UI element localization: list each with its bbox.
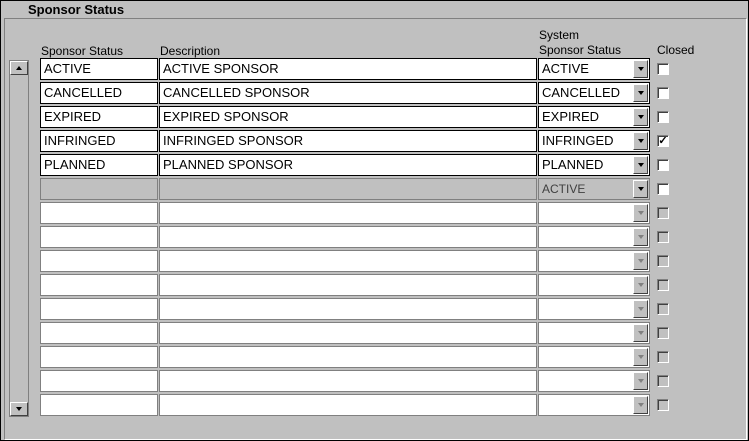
table-row: [1, 394, 749, 416]
system-status-select[interactable]: [538, 298, 650, 320]
table-row: [1, 154, 749, 176]
closed-checkbox[interactable]: [657, 351, 669, 363]
description-field[interactable]: [159, 346, 537, 368]
dropdown-button[interactable]: [633, 372, 648, 390]
sponsor-status-field[interactable]: [40, 298, 158, 320]
table-row: [1, 322, 749, 344]
closed-checkbox[interactable]: [657, 255, 669, 267]
system-status-select[interactable]: [538, 202, 650, 224]
chevron-down-icon: [638, 355, 644, 359]
table-row: [1, 370, 749, 392]
chevron-down-icon: [638, 139, 644, 143]
description-field[interactable]: CANCELLED SPONSOR: [159, 82, 537, 104]
system-status-select[interactable]: [538, 82, 650, 104]
description-field[interactable]: [159, 274, 537, 296]
closed-checkbox[interactable]: ✓: [658, 135, 668, 147]
system-status-select[interactable]: [538, 274, 650, 296]
system-status-select[interactable]: [538, 154, 650, 176]
table-row: [1, 130, 749, 152]
header-description: Description: [160, 44, 221, 58]
section-title: Sponsor Status: [28, 2, 125, 17]
chevron-down-icon: [638, 259, 644, 263]
system-status-select[interactable]: [538, 394, 650, 416]
dropdown-button[interactable]: [633, 132, 648, 150]
chevron-down-icon: [638, 235, 644, 239]
system-status-select[interactable]: [538, 130, 650, 152]
chevron-down-icon: [638, 115, 644, 119]
chevron-down-icon: [638, 163, 644, 167]
chevron-down-icon: [638, 91, 644, 95]
chevron-down-icon: [638, 403, 644, 407]
sponsor-status-field[interactable]: [40, 370, 158, 392]
description-field[interactable]: [159, 226, 537, 248]
sponsor-status-field[interactable]: CANCELLED: [40, 82, 158, 104]
sponsor-status-field[interactable]: [40, 274, 158, 296]
table-row: [1, 274, 749, 296]
table-row: [1, 226, 749, 248]
dropdown-button[interactable]: [633, 276, 648, 294]
description-field[interactable]: INFRINGED SPONSOR: [159, 130, 537, 152]
description-field[interactable]: [159, 370, 537, 392]
dropdown-button[interactable]: [633, 204, 648, 222]
dropdown-button[interactable]: [633, 156, 648, 174]
closed-checkbox[interactable]: [657, 159, 669, 171]
system-status-select[interactable]: [538, 58, 650, 80]
table-row: [1, 178, 749, 200]
dropdown-button[interactable]: [633, 60, 648, 78]
table-row: [1, 250, 749, 272]
sponsor-status-field[interactable]: [40, 322, 158, 344]
header-closed: Closed: [657, 43, 695, 57]
description-field[interactable]: [159, 394, 537, 416]
sponsor-status-field[interactable]: INFRINGED: [40, 130, 158, 152]
dropdown-button[interactable]: [633, 108, 648, 126]
system-status-value: EXPIRED: [542, 109, 600, 124]
closed-checkbox[interactable]: [657, 327, 669, 339]
system-status-value: PLANNED: [542, 157, 604, 172]
dropdown-button[interactable]: [633, 396, 648, 414]
sponsor-status-field[interactable]: [40, 394, 158, 416]
dropdown-button[interactable]: [633, 228, 648, 246]
dropdown-button[interactable]: [633, 180, 648, 198]
header-system-line1: System: [539, 28, 580, 42]
chevron-down-icon: [638, 211, 644, 215]
system-status-select[interactable]: [538, 226, 650, 248]
system-status-select[interactable]: [538, 250, 650, 272]
dropdown-button[interactable]: [633, 252, 648, 270]
closed-checkbox[interactable]: [657, 63, 669, 75]
system-status-select[interactable]: [538, 346, 650, 368]
dropdown-button[interactable]: [633, 84, 648, 102]
table-row: [1, 82, 749, 104]
description-field[interactable]: [159, 202, 537, 224]
system-status-select[interactable]: [538, 106, 650, 128]
description-field[interactable]: [159, 178, 537, 200]
closed-checkbox[interactable]: [657, 183, 669, 195]
description-field[interactable]: PLANNED SPONSOR: [159, 154, 537, 176]
closed-checkbox[interactable]: [657, 111, 669, 123]
closed-checkbox[interactable]: [657, 87, 669, 99]
system-status-select[interactable]: [538, 322, 650, 344]
header-system-line2: Sponsor Status: [539, 43, 622, 57]
sponsor-status-field[interactable]: ACTIVE: [40, 58, 158, 80]
table-row: [1, 58, 749, 80]
table-row: [1, 298, 749, 320]
chevron-down-icon: [638, 331, 644, 335]
chevron-down-icon: [638, 307, 644, 311]
closed-checkbox[interactable]: [657, 303, 669, 315]
chevron-down-icon: [638, 187, 644, 191]
system-status-value: INFRINGED: [542, 133, 614, 148]
description-field[interactable]: EXPIRED SPONSOR: [159, 106, 537, 128]
closed-checkbox[interactable]: [657, 375, 669, 387]
sponsor-status-field[interactable]: [40, 178, 158, 200]
closed-checkbox[interactable]: [657, 207, 669, 219]
chevron-down-icon: [638, 379, 644, 383]
sponsor-status-field[interactable]: [40, 202, 158, 224]
header-sponsor-status: Sponsor Status: [41, 44, 124, 58]
table-row: [1, 202, 749, 224]
system-status-value: ACTIVE: [542, 61, 589, 76]
description-field[interactable]: ACTIVE SPONSOR: [159, 58, 537, 80]
dropdown-button[interactable]: [633, 300, 648, 318]
table-row: [1, 346, 749, 368]
chevron-down-icon: [638, 283, 644, 287]
sponsor-status-field[interactable]: [40, 346, 158, 368]
sponsor-status-field[interactable]: [40, 226, 158, 248]
description-field[interactable]: [159, 298, 537, 320]
description-field[interactable]: [159, 250, 537, 272]
system-status-value: CANCELLED: [542, 85, 621, 100]
sponsor-status-field[interactable]: PLANNED: [40, 154, 158, 176]
dropdown-button[interactable]: [633, 348, 648, 366]
closed-checkbox[interactable]: [657, 279, 669, 291]
system-status-select[interactable]: [538, 178, 650, 200]
table-row: [1, 106, 749, 128]
dropdown-button[interactable]: [633, 324, 648, 342]
sponsor-status-field[interactable]: [40, 250, 158, 272]
system-status-value: ACTIVE: [542, 182, 586, 196]
sponsor-status-field[interactable]: EXPIRED: [40, 106, 158, 128]
chevron-down-icon: [638, 67, 644, 71]
closed-checkbox[interactable]: [657, 231, 669, 243]
closed-checkbox[interactable]: [657, 399, 669, 411]
system-status-select[interactable]: [538, 370, 650, 392]
description-field[interactable]: [159, 322, 537, 344]
